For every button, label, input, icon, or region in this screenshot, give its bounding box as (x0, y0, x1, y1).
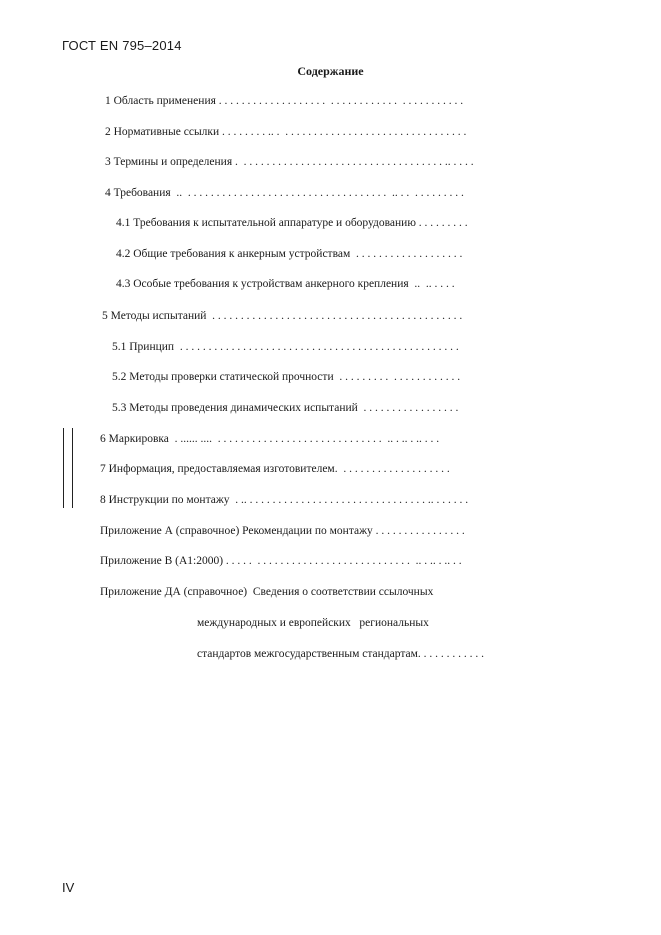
toc-entry-5-1: 5.1 Принцип . . . . . . . . . . . . . . . . . . . . . . . . . . . . . . . . . . . . . . . . . . . . . . . . . (112, 341, 459, 353)
toc-entry-appendix-da-cont-2: стандартов межгосударственным стандартам. . . . . . . . . . . . (197, 648, 485, 660)
toc-entry-2: 2 Нормативные ссылки . . . . . . . . .. . . . . . . . . . . . . . . . . . . . . . . . . . . . . . . . . . (105, 126, 467, 138)
change-bar-left (63, 428, 64, 508)
document-code-header: ГОСТ EN 795–2014 (62, 38, 182, 53)
toc-entry-6: 6 Маркировка . ...... .... . . . . . . . . . . . . . . . . . . . . . . . . . . . . . .. . .. . .. . . . (100, 433, 440, 445)
toc-entry-appendix-a: Приложение А (справочное) Рекомендации по монтажу . . . . . . . . . . . . . . . . (100, 525, 465, 537)
toc-entry-5-3: 5.3 Методы проведения динамических испытаний . . . . . . . . . . . . . . . . . (112, 402, 459, 414)
toc-entry-4-2: 4.2 Общие требования к анкерным устройствам . . . . . . . . . . . . . . . . . . . (116, 248, 463, 260)
toc-entry-appendix-da-cont-1: международных и европейских региональных (197, 617, 429, 629)
page-title: Содержание (297, 64, 364, 78)
toc-entry-1: 1 Область применения . . . . . . . . . . . . . . . . . . . . . . . . . . . . . . . . . . . . . . . . . . (105, 95, 464, 107)
toc-entry-5-2: 5.2 Методы проверки статической прочности . . . . . . . . . . . . . . . . . . . . . (112, 371, 461, 383)
toc-entry-appendix-da: Приложение ДА (справочное) Сведения о соответствии ссылочных (100, 586, 434, 598)
toc-entry-8: 8 Инструкции по монтажу . .. . . . . . . . . . . . . . . . . . . . . . . . . . . . . . . . .. . . . . . . (100, 494, 469, 506)
toc-entry-appendix-b: Приложение В (A1:2000) . . . . . . . . . . . . . . . . . . . . . . . . . . . . . . . . .. . .. . .. . . (100, 555, 462, 567)
toc-entry-7: 7 Информация, предоставляемая изготовителем. . . . . . . . . . . . . . . . . . . . (100, 463, 450, 475)
page-number: IV (62, 880, 75, 895)
toc-entry-4-1: 4.1 Требования к испытательной аппаратуре и оборудованию . . . . . . . . . (116, 217, 468, 229)
toc-entry-3: 3 Термины и определения . . . . . . . . . . . . . . . . . . . . . . . . . . . . . . . . . . . . .. . . . . (105, 156, 474, 168)
toc-entry-5: 5 Методы испытаний . . . . . . . . . . . . . . . . . . . . . . . . . . . . . . . . . . . . . . . . . . . . (102, 310, 463, 322)
toc-entry-4: 4 Требования .. . . . . . . . . . . . . . . . . . . . . . . . . . . . . . . . . . . . .. . . . . . . . . . . . (105, 187, 464, 199)
toc-entry-4-3: 4.3 Особые требования к устройствам анкерного крепления .. .. . . . . (116, 278, 455, 290)
change-bar-right (72, 428, 73, 508)
